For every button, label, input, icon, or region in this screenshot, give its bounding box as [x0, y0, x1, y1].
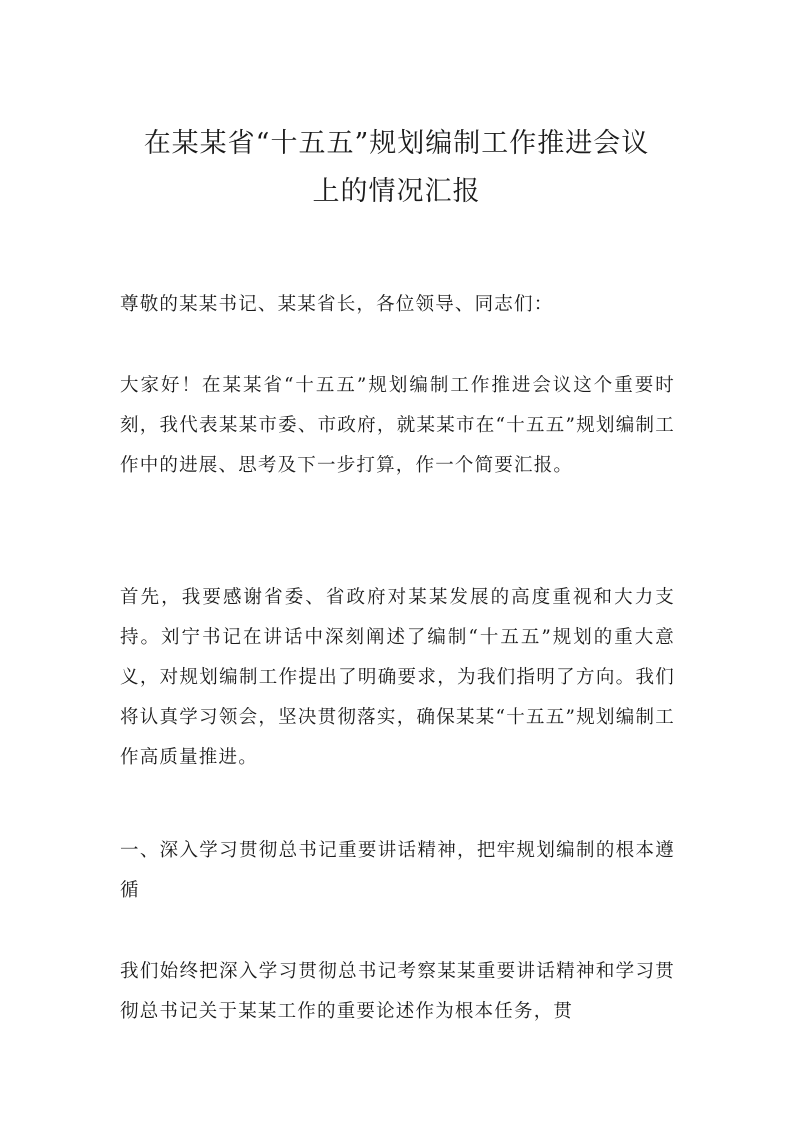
section-1-paragraph: 我们始终把深入学习贯彻总书记考察某某重要讲话精神和学习贯彻总书记关于某某工作的重要论述作为根本任务，贯 [120, 961, 675, 1022]
paragraph-thanks: 首先，我要感谢省委、省政府对某某发展的高度重视和大力支持。刘宁书记在讲话中深刻阐述了编制“十五五”规划的重大意义，对规划编制工作提出了明确要求，为我们指明了方向。我们将认真学习领会，坚决贯彻落实，确保某某“十五五”规划编制工作高质量推进。 [120, 587, 675, 768]
paragraph-opening: 大家好！在某某省“十五五”规划编制工作推进会议这个重要时刻，我代表某某市委、市政府，就某某市在“十五五”规划编制工作中的进展、思考及下一步打算，作一个简要汇报。 [120, 375, 675, 476]
document-title-line-2: 上的情况汇报 [312, 176, 481, 207]
document-title-line-1: 在某某省“十五五”规划编制工作推进会议 [143, 128, 650, 159]
salutation: 尊敬的某某书记、某某省长，各位领导、同志们： [120, 294, 554, 315]
section-heading-1: 一、深入学习贯彻总书记重要讲话精神，把牢规划编制的根本遵循 [120, 840, 675, 901]
